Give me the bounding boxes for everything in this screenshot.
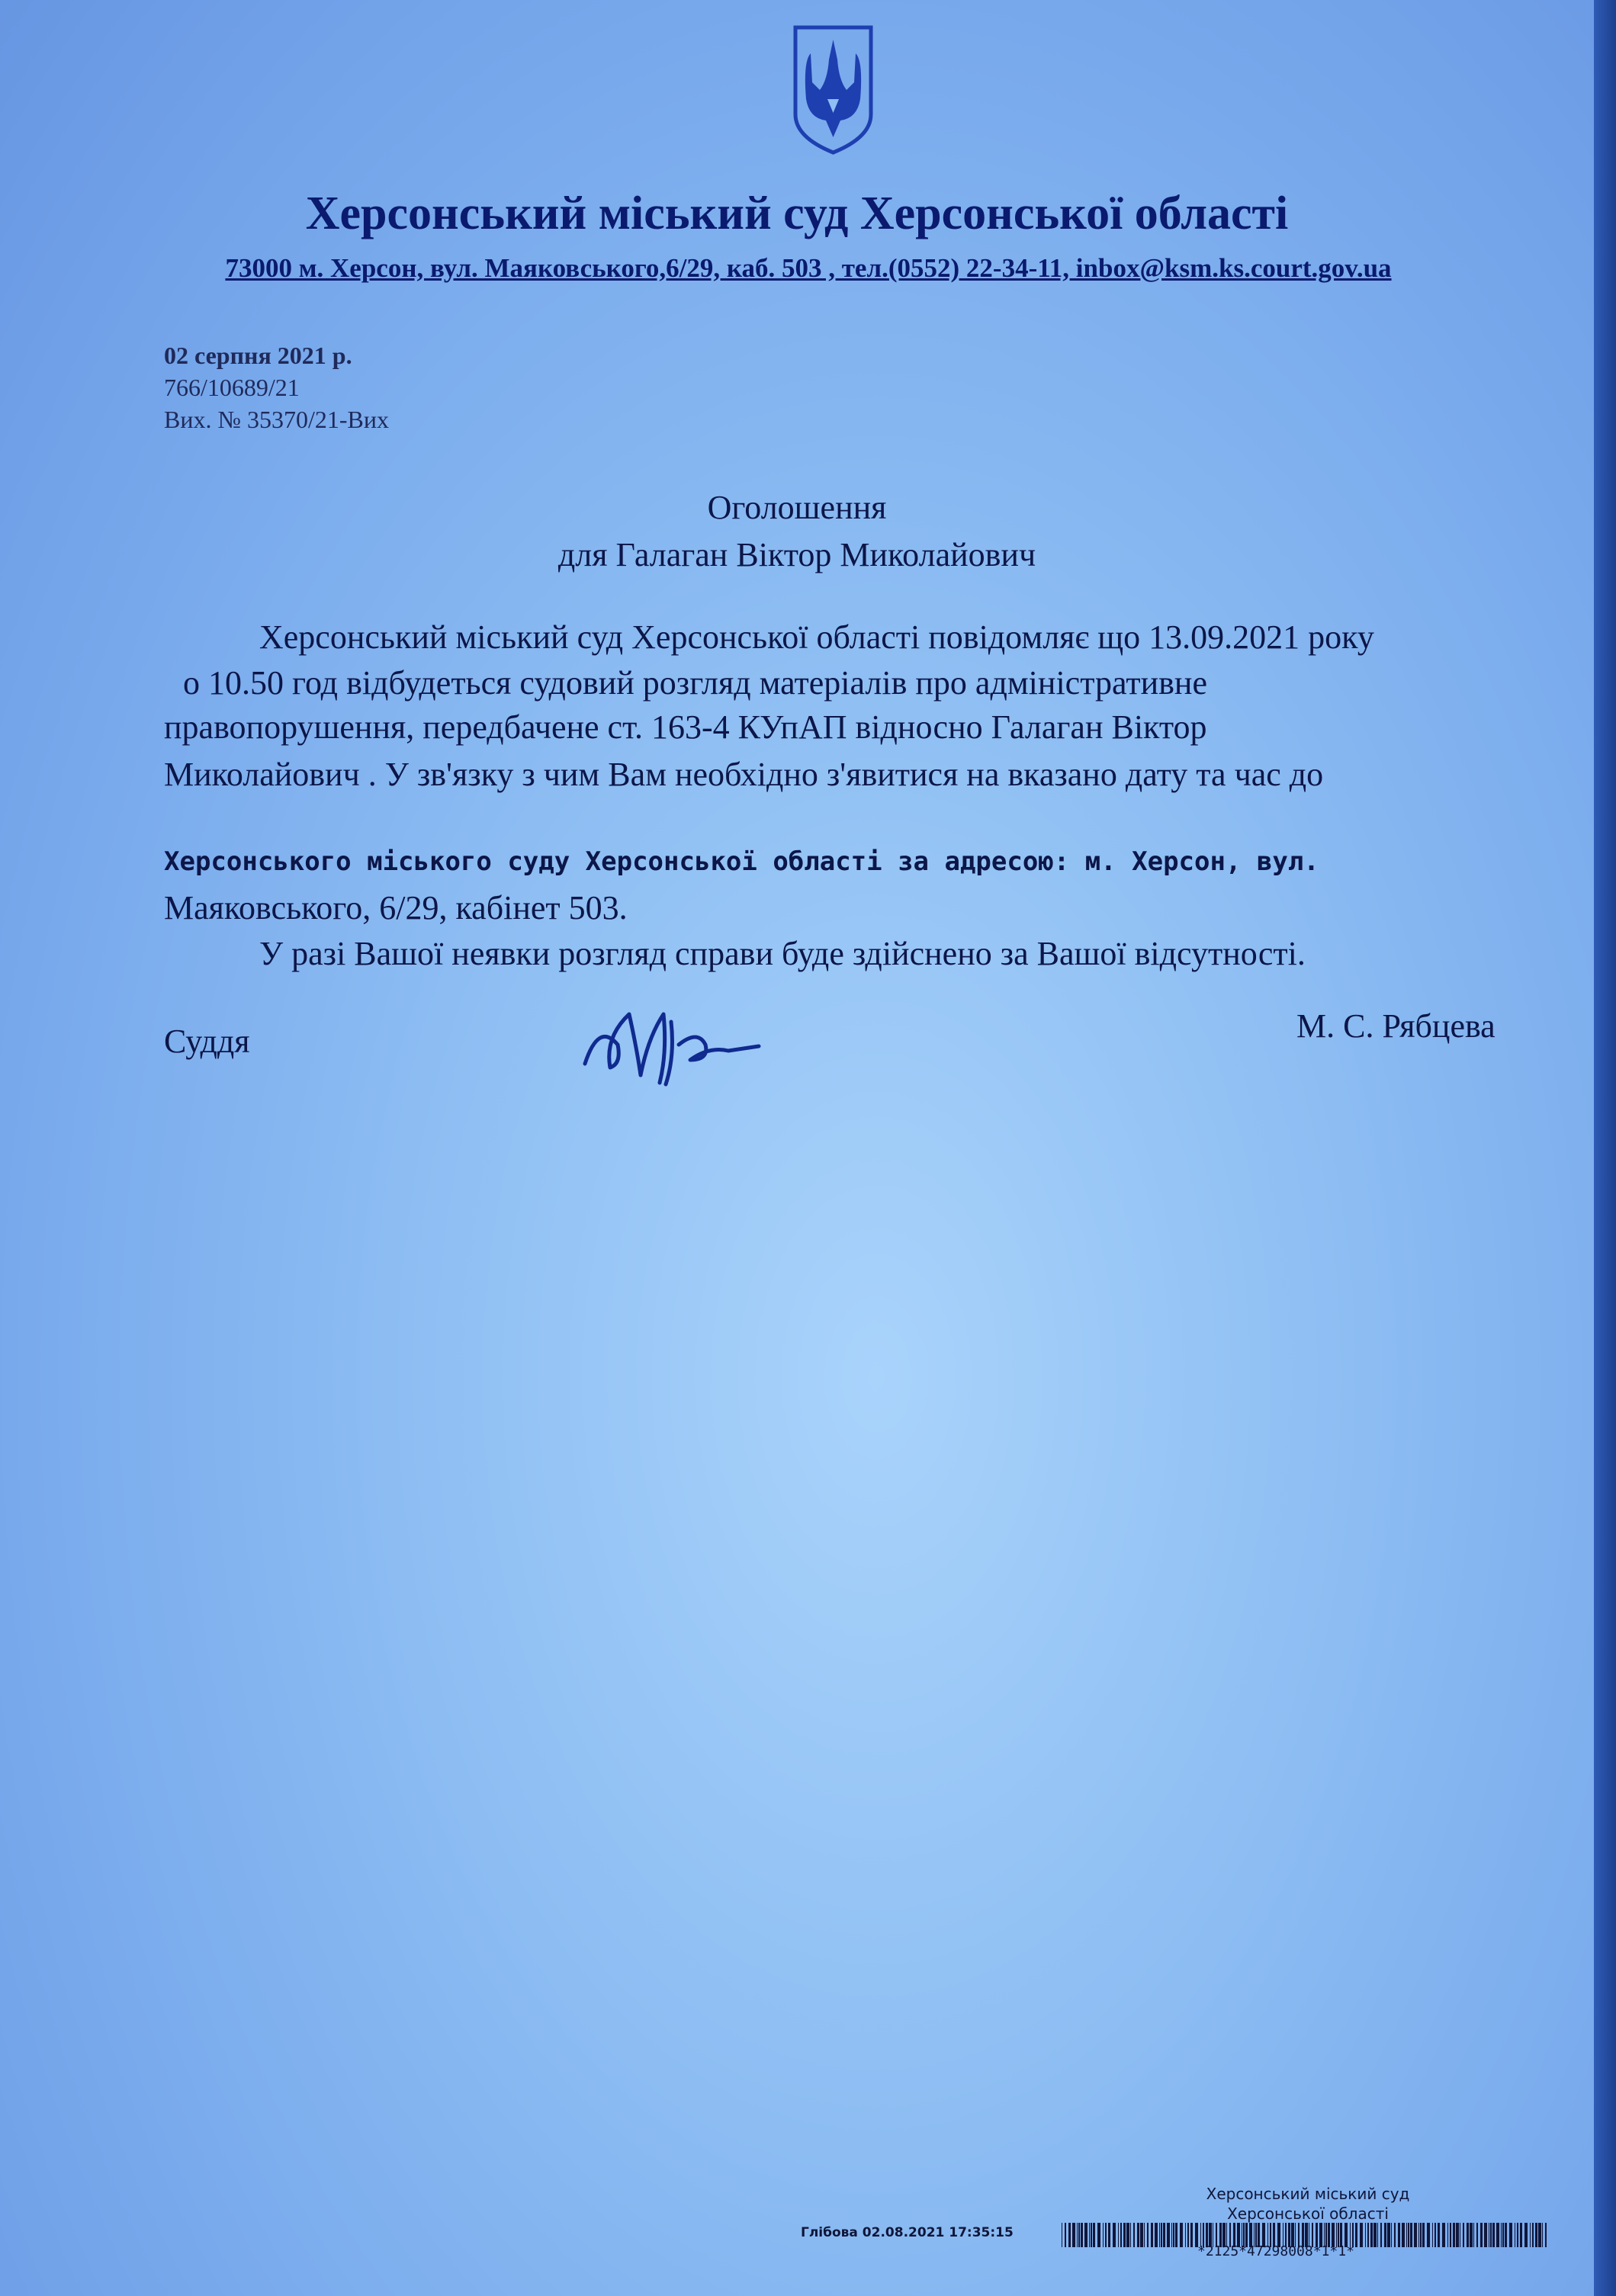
stamp-court-line2: Херсонської області (1227, 2204, 1389, 2223)
outgoing-number: Вих. № 35370/21-Вих (164, 406, 390, 433)
stamp-court-line1: Херсонський міський суд (1206, 2185, 1410, 2203)
notice-body-line: Херсонський міський суд Херсонської області повідомляє що 13.09.2021 року (259, 618, 1374, 656)
notice-body-line: Миколайович . У зв'язку з чим Вам необхідно з'явитися на вказано дату та час до (164, 756, 1324, 793)
handwritten-signature (576, 991, 766, 1090)
notice-body-line: Маяковського, 6/29, кабінет 503. (164, 889, 628, 926)
case-number: 766/10689/21 (164, 374, 300, 401)
tryzub-coat-of-arms-icon (789, 23, 877, 156)
barcode-number: *2125*47298008*1*1* (1197, 2243, 1354, 2259)
court-name-heading: Херсонський міський суд Херсонської області (305, 188, 1289, 239)
notice-body-line: У разі Вашої неявки розгляд справи буде здійснено за Вашої відсутності. (259, 935, 1306, 972)
notice-body-line: о 10.50 год відбудеться судовий розгляд матеріалів про адміністративне (183, 664, 1207, 702)
court-address-line (0, 253, 1594, 284)
judge-name: М. С. Рябцева (1296, 1007, 1496, 1045)
notice-body-line: Херсонського міського суду Херсонської області за адресою: м. Херсон, вул. (164, 846, 1319, 877)
document-date: 02 серпня 2021 р. (164, 342, 352, 369)
page-edge-shadow (1594, 0, 1616, 2296)
notice-addressee: для Галаган Віктор Миколайович (557, 536, 1036, 573)
notice-title: Оголошення (707, 489, 887, 526)
judge-role-label: Суддя (164, 1023, 250, 1060)
notice-body-line: правопорушення, передбачене ст. 163-4 КУпАП відносно Галаган Віктор (164, 708, 1207, 746)
clerk-timestamp: Глібова 02.08.2021 17:35:15 (801, 2225, 1014, 2240)
court-address-text: 73000 м. Херсон, вул. Маяковського,6/29, каб. 503 , тел.(0552) 22-34-11, inbox@ksm.ks.court.gov.ua (225, 253, 1392, 283)
